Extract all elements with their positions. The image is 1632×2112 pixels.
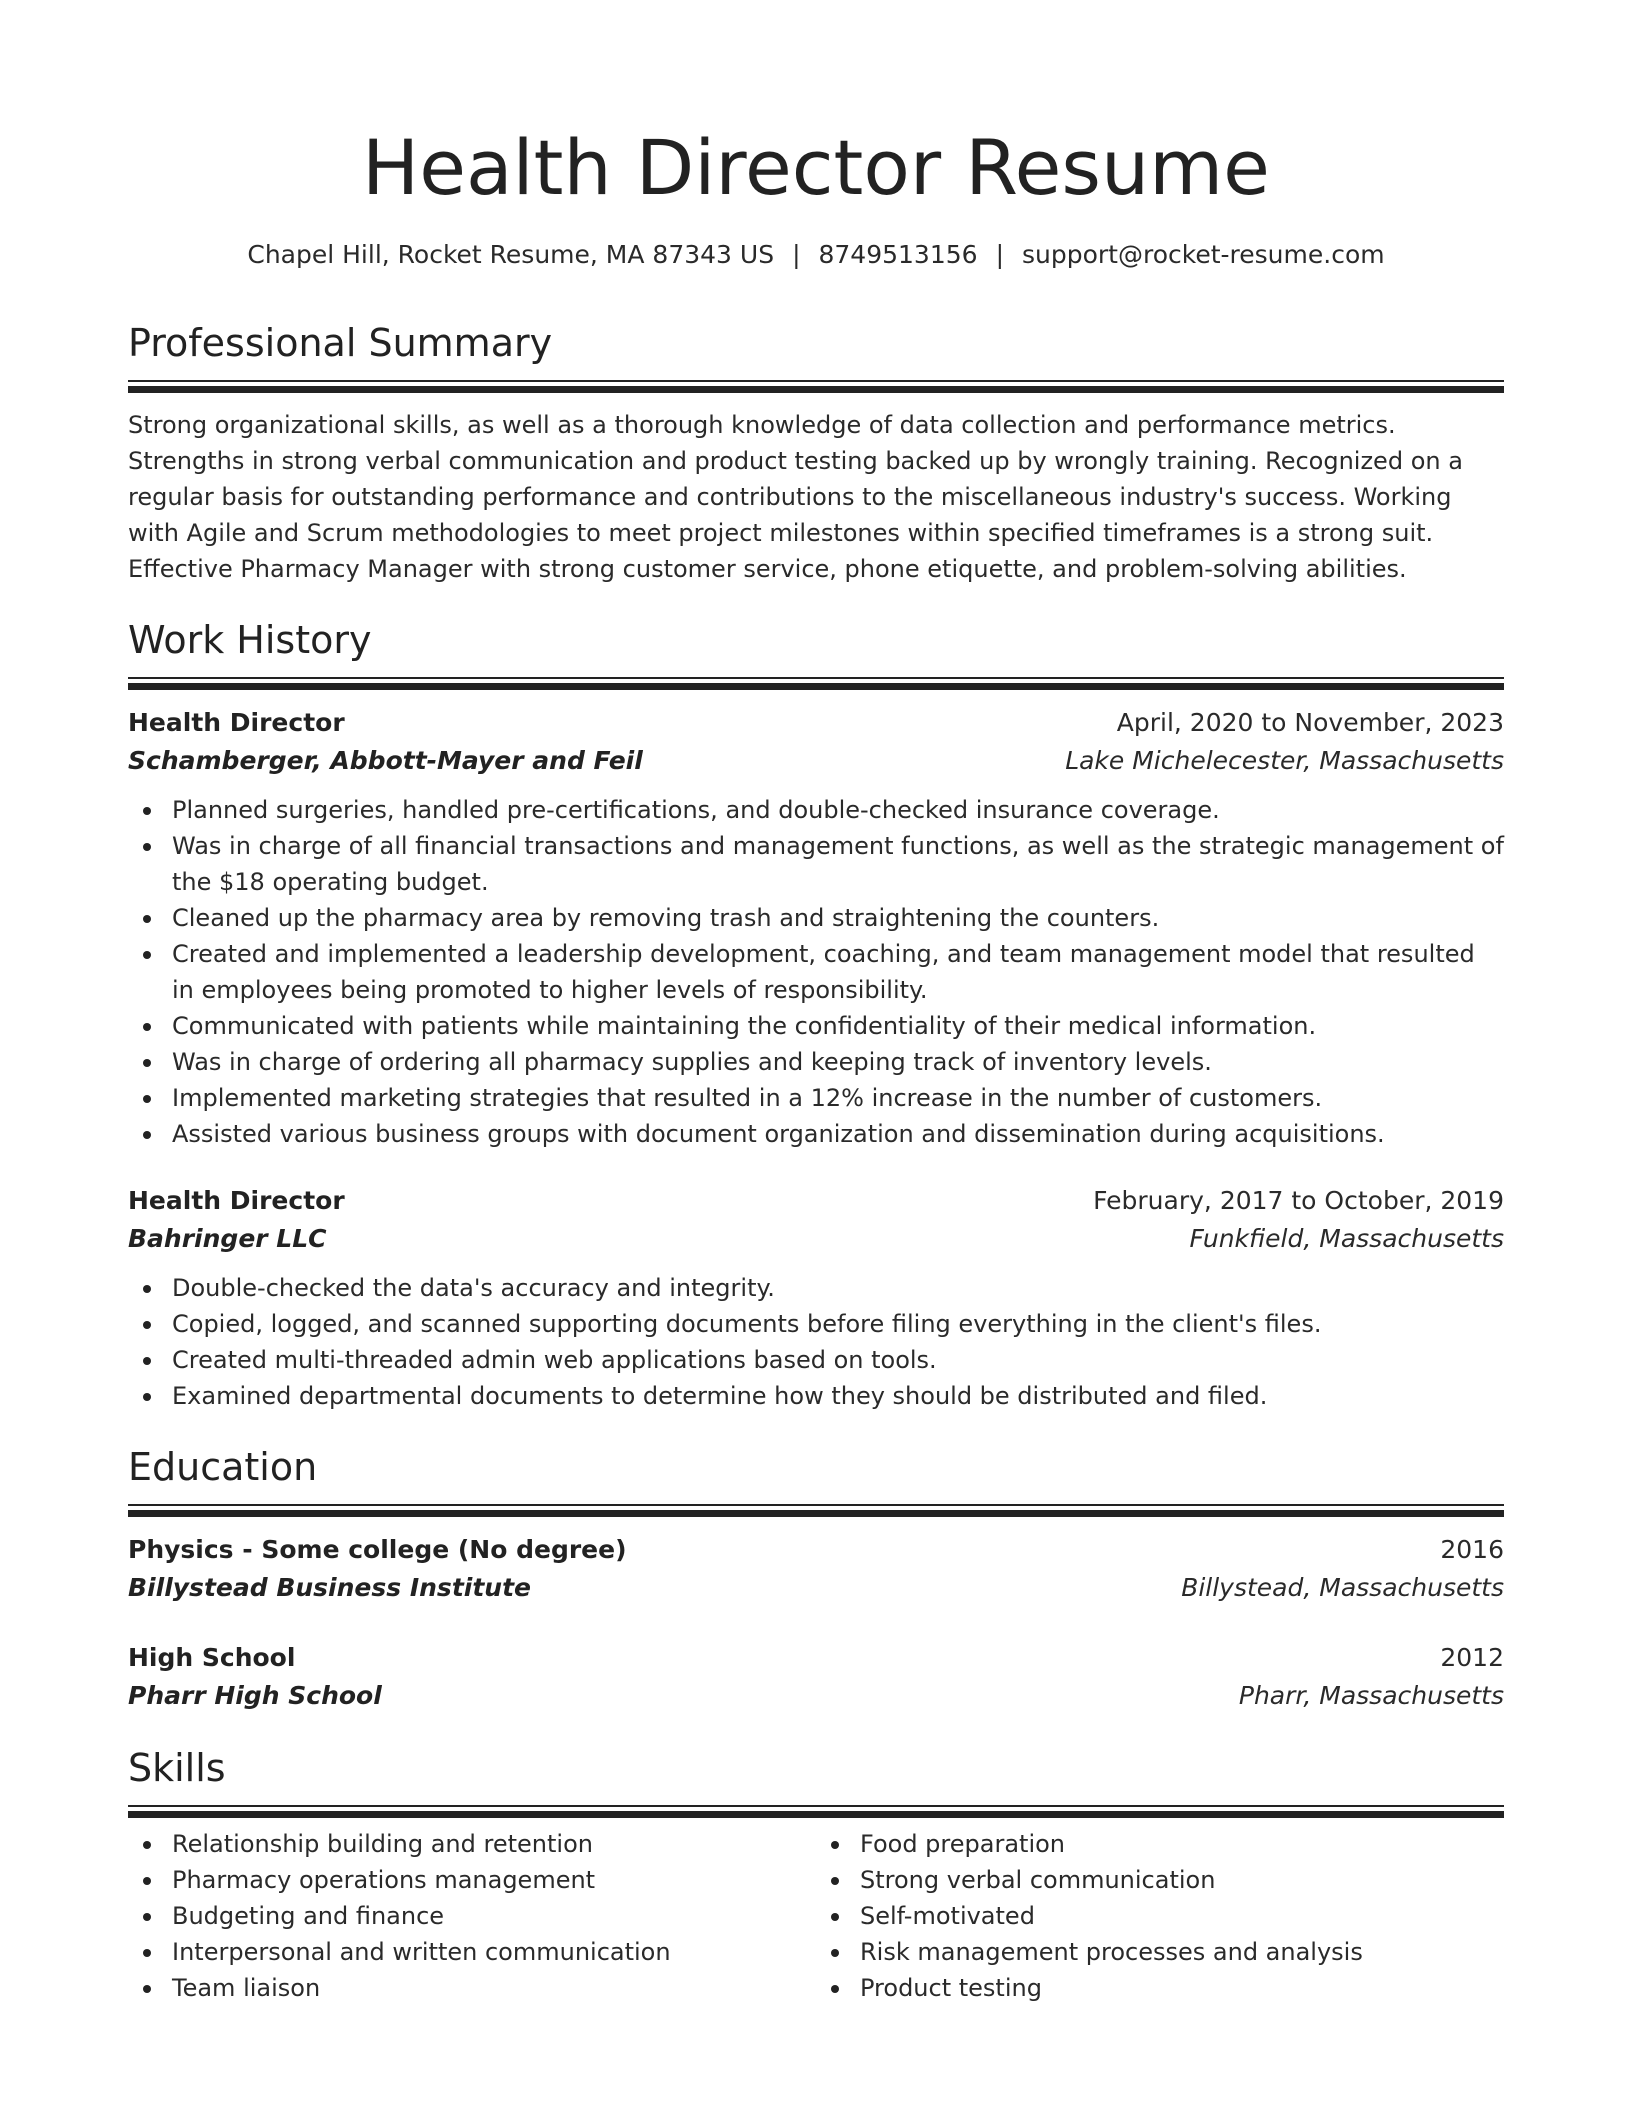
contact-separator: | [792,240,801,269]
job-company: Schamberger, Abbott-Mayer and Feil [128,746,643,775]
job-bullet: Cleaned up the pharmacy area by removing trash and straightening the counters. [128,900,1504,936]
job-bullet: Copied, logged, and scanned supporting documents before filing everything in the client's files. [128,1306,1504,1342]
job-bullet: Double-checked the data's accuracy and integrity. [128,1270,1504,1306]
job-bullet: Was in charge of ordering all pharmacy supplies and keeping track of inventory levels. [128,1044,1504,1080]
education-section [128,1442,1504,1715]
job-company: Bahringer LLC [128,1224,327,1253]
job-bullets [128,1270,1504,1414]
skills-grid [128,1826,1504,2006]
education-year: 2012 [1440,1643,1504,1672]
job-bullet: Created and implemented a leadership development, coaching, and team management model that resulted in employees being promoted to higher levels of responsibility. [128,936,1504,1008]
section-heading-skills: Skills [128,1746,226,1790]
education-school: Billystead Business Institute [128,1573,531,1602]
job-bullet: Communicated with patients while maintaining the confidentiality of their medical information. [128,1008,1504,1044]
skills-column-right [816,1826,1504,2006]
skill-item: Food preparation [816,1826,1504,1862]
skill-item: Relationship building and retention [128,1826,816,1862]
skills-section [128,1743,1504,2006]
skill-item: Budgeting and finance [128,1898,816,1934]
education-school: Pharr High School [128,1681,382,1710]
education-year: 2016 [1440,1535,1504,1564]
section-divider [128,677,1504,690]
section-divider [128,1805,1504,1818]
skills-list [128,1826,816,2006]
skill-item: Team liaison [128,1970,816,2006]
job-bullet: Was in charge of all financial transactions and management functions, as well as the strategic management of the $18 operating budget. [128,828,1504,900]
job-entry [128,704,1504,1152]
section-divider [128,1504,1504,1517]
contact-email: support@rocket-resume.com [1022,240,1385,269]
contact-address: Chapel Hill, Rocket Resume, MA 87343 US [247,240,775,269]
job-bullet: Created multi-threaded admin web applications based on tools. [128,1342,1504,1378]
skill-item: Interpersonal and written communication [128,1934,816,1970]
contact-line [128,238,1504,272]
education-location: Pharr, Massachusetts [1238,1681,1504,1710]
skill-item: Pharmacy operations management [128,1862,816,1898]
skill-item: Self-motivated [816,1898,1504,1934]
education-entry [128,1639,1504,1715]
skill-item: Product testing [816,1970,1504,2006]
education-entry [128,1531,1504,1607]
job-bullet: Examined departmental documents to determine how they should be distributed and filed. [128,1378,1504,1414]
section-heading-work: Work History [128,618,372,662]
summary-text: Strong organizational skills, as well as a thorough knowledge of data collection and performance metrics. Strengths in strong verbal communication and product testing backed up by wrongly training. Recognized on a regular basis for outstanding performance and contributions to the miscellaneous industry's success. Working with Agile and Scrum methodologies to meet project milestones within specified timeframes is a strong suit. Effective Pharmacy Manager with strong customer service, phone etiquette, and problem-solving abilities. [128,411,1463,583]
job-bullet: Planned surgeries, handled pre-certifications, and double-checked insurance coverage. [128,792,1504,828]
skills-column-left [128,1826,816,2006]
job-bullet: Implemented marketing strategies that resulted in a 12% increase in the number of customers. [128,1080,1504,1116]
job-entry [128,1182,1504,1414]
resume-title: Health Director Resume [362,123,1270,212]
skill-item: Strong verbal communication [816,1862,1504,1898]
job-location: Lake Michelecester, Massachusetts [1065,746,1504,775]
education-degree: Physics - Some college (No degree) [128,1535,627,1564]
job-title: Health Director [128,1186,345,1215]
job-bullet: Assisted various business groups with document organization and dissemination during acquisitions. [128,1116,1504,1152]
section-heading-summary: Professional Summary [128,321,553,365]
skills-list [816,1826,1504,2006]
job-bullets [128,792,1504,1152]
section-heading-education: Education [128,1445,318,1489]
education-degree: High School [128,1643,296,1672]
professional-summary-section [128,318,1504,587]
job-title: Health Director [128,708,345,737]
education-location: Billystead, Massachusetts [1181,1573,1504,1602]
job-location: Funkfield, Massachusetts [1189,1224,1504,1253]
section-divider [128,380,1504,393]
job-dates: April, 2020 to November, 2023 [1116,708,1504,737]
job-dates: February, 2017 to October, 2019 [1093,1186,1504,1215]
work-history-section [128,615,1504,1414]
contact-separator: | [995,240,1004,269]
contact-phone: 8749513156 [818,240,978,269]
skill-item: Risk management processes and analysis [816,1934,1504,1970]
